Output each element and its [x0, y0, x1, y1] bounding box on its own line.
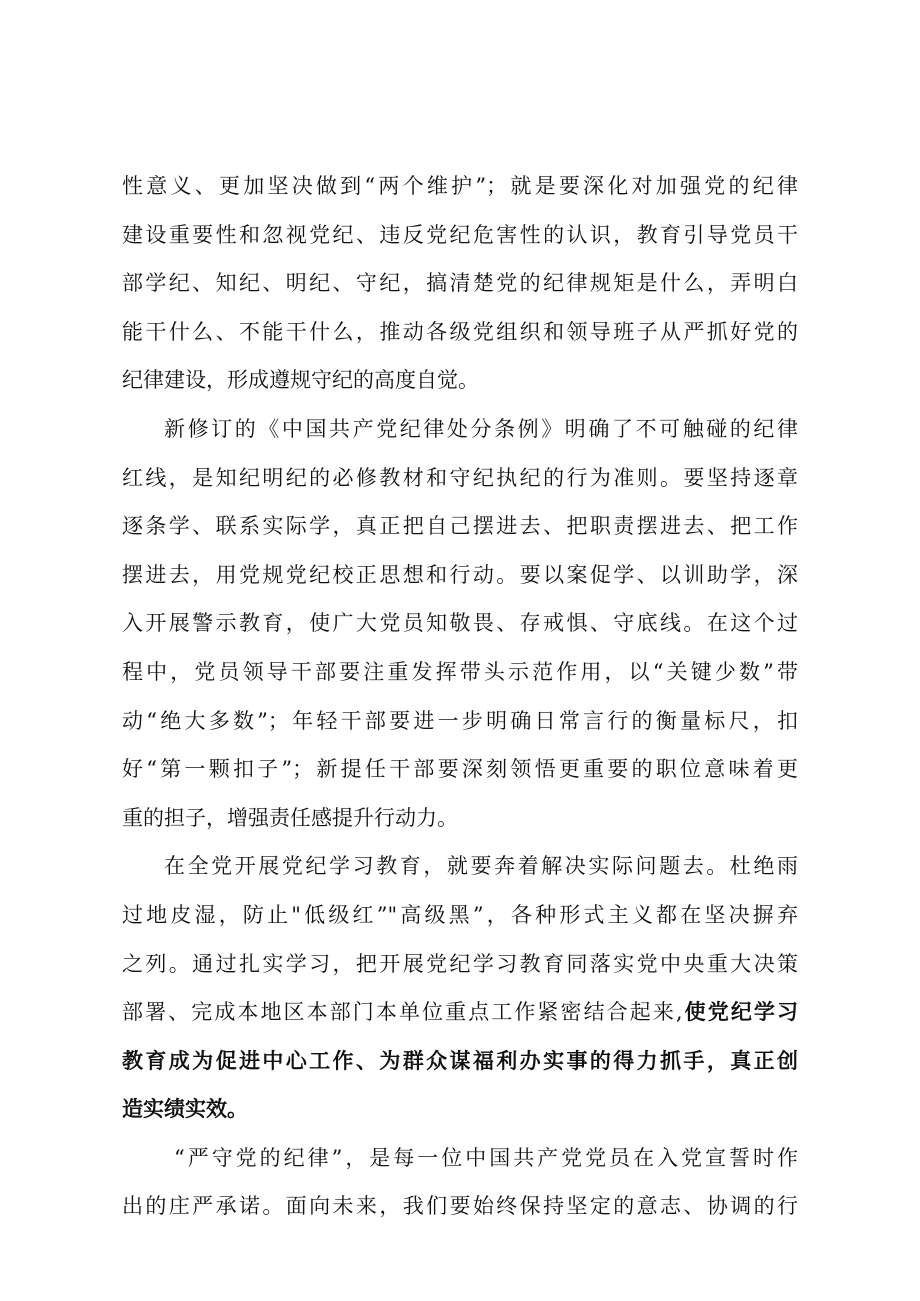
- paragraph-1: [122, 162, 798, 405]
- text-line: 动“绝大多数”；年轻干部要进一步明确日常言行的衡量标尺，扣: [122, 708, 798, 733]
- text-line-bold: 教育成为促进中心工作、为群众谋福利办实事的得力抓手，真正创: [122, 1047, 798, 1073]
- text-line: 摆进去，用党规党纪校正思想和行动。要以案促学、以训助学，深: [122, 562, 798, 587]
- text-line: “严守党的纪律”，是每一位中国共产党党员在入党宣誓时作: [174, 1145, 798, 1170]
- text-line: 部学纪、知纪、明纪、守纪，搞清楚党的纪律规矩是什么，弄明白: [122, 271, 798, 296]
- text-line-mixed: [122, 988, 798, 1037]
- text-line: 建设重要性和忽视党纪、违反党纪危害性的认识，教育引导党员干: [122, 222, 798, 247]
- text-line: 过地皮湿，防止"低级红”"高级黑”，各种形式主义都在坚决摒弃: [122, 902, 798, 927]
- text-line: 程中，党员领导干部要注重发挥带头示范作用，以“关键少数”带: [122, 659, 798, 684]
- text-line: 新修订的《中国共产党纪律处分条例》明确了不可触碰的纪律: [164, 416, 798, 441]
- text-line: 逐条学、联系实际学，真正把自己摆进去、把职责摆进去、把工作: [122, 514, 798, 539]
- text-line: 能干什么、不能干什么，推动各级党组织和领导班子从严抓好党的: [122, 319, 798, 344]
- text-line: 性意义、更加坚决做到“两个维护”；就是要深化对加强党的纪律: [122, 174, 798, 198]
- paragraph-2: [122, 405, 798, 842]
- text-line: 出的庄严承诺。面向未来，我们要始终保持坚定的意志、协调的行: [122, 1194, 798, 1219]
- text-line: 好“第一颗扣子”；新提任干部要深刻领悟更重要的职位意味着更: [122, 757, 798, 782]
- text-line: 之列。通过扎实学习，把开展党纪学习教育同落实党中央重大决策: [122, 951, 798, 976]
- text-segment-bold: 使党纪学习: [682, 999, 798, 1025]
- text-segment-normal: 部署、完成本地区本部门本单位重点工作紧密结合起来,: [122, 1000, 683, 1025]
- paragraph-4: [122, 1134, 798, 1231]
- paragraph-3: [122, 842, 798, 1134]
- text-line: 纪律建设，形成遵规守纪的高度自觉。: [122, 368, 479, 393]
- text-line: 入开展警示教育，使广大党员知敬畏、存戒惧、守底线。在这个过: [122, 611, 798, 636]
- text-line: 重的担子，增强责任感提升行动力。: [122, 805, 458, 830]
- text-line-bold: 造实绩实效。: [122, 1096, 248, 1122]
- text-line: 红线，是知纪明纪的必修教材和守纪执纪的行为准则。要坚持逐章: [122, 465, 798, 490]
- text-line: 在全党开展党纪学习教育，就要奔着解决实际问题去。杜绝雨: [164, 854, 798, 879]
- document-page: [122, 162, 798, 1231]
